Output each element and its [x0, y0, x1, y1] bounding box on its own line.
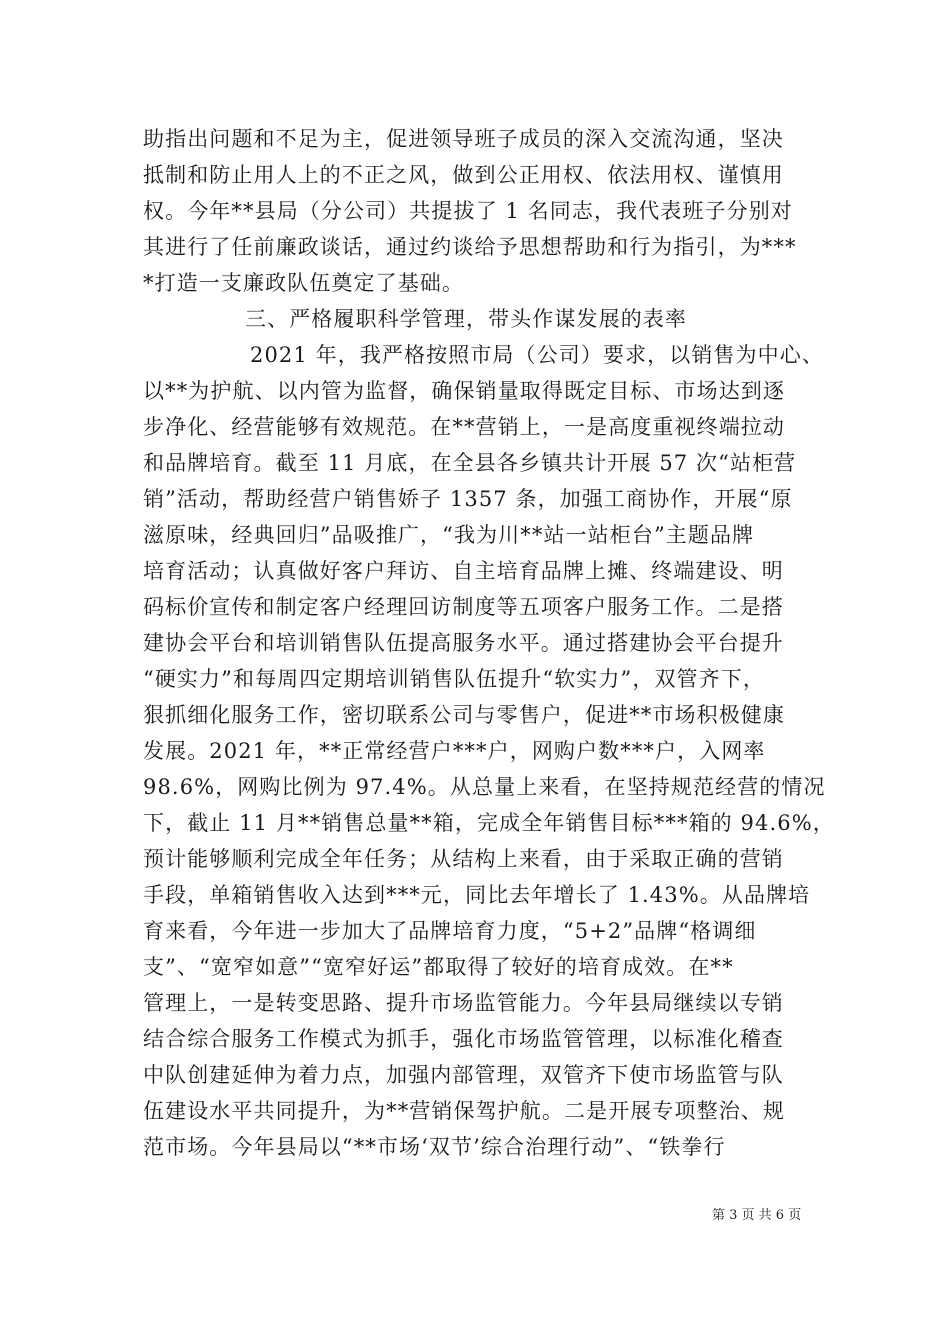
text-line: 其进行了任前廉政谈话，通过约谈给予思想帮助和行为指引，为*** [143, 235, 797, 259]
text-line: 结合综合服务工作模式为抓手，强化市场监管管理，以标准化稽查 [143, 1027, 784, 1051]
text-line: 范市场。今年县局以“**市场‘双节’综合治理行动”、“铁拳行 [143, 1135, 726, 1159]
text-line: 预计能够顺利完成全年任务；从结构上来看，由于采取正确的营销 [143, 847, 784, 871]
text-line: *打造一支廉政队伍奠定了基础。 [143, 271, 464, 295]
text-line: 建协会平台和培训销售队伍提高服务水平。通过搭建协会平台提升 [143, 631, 784, 655]
text-line: 98.6%，网购比例为 97.4%。从总量上来看，在坚持规范经营的情况 [143, 775, 826, 799]
text-line: 和品牌培育。截至 11 月底，在全县各乡镇共计开展 57 次“站柜营 [143, 451, 797, 475]
page-number: 第 3 页 共 6 页 [712, 1208, 802, 1223]
text-line: 销”活动，帮助经营户销售娇子 1357 条，加强工商协作，开展“原 [143, 487, 793, 511]
text-line: 狠抓细化服务工作，密切联系公司与零售户，促进**市场积极健康 [143, 703, 785, 727]
text-line: 发展。2021 年，**正常经营户***户，网购户数***户，入网率 [143, 739, 766, 763]
text-line: 管理上，一是转变思路、提升市场监管能力。今年县局继续以专销 [143, 991, 784, 1015]
text-line: 伍建设水平共同提升，为**营销保驾护航。二是开展专项整治、规 [143, 1099, 785, 1123]
paragraph-first-line: 2021 年，我严格按照市局（公司）要求，以销售为中心、 [250, 343, 824, 367]
text-line: 步净化、经营能够有效规范。在**营销上，一是高度重视终端拉动 [143, 415, 785, 439]
section-heading: 三、严格履职科学管理，带头作谋发展的表率 [245, 307, 687, 331]
text-line: 中队创建延伸为着力点，加强内部管理，双管齐下使市场监管与队 [143, 1063, 784, 1087]
text-line: 以**为护航、以内管为监督，确保销量取得既定目标、市场达到逐 [143, 379, 785, 403]
text-line: 权。今年**县局（分公司）共提拔了 1 名同志，我代表班子分别对 [143, 199, 793, 223]
text-line: 支”、“宽窄如意”“宽窄好运”都取得了较好的培育成效。在** [143, 955, 734, 979]
text-line: 滋原味，经典回归”品吸推广，“我为川**站一站柜台”主题品牌 [143, 523, 755, 547]
text-line: 育来看，今年进一步加大了品牌培育力度，“5+2”品牌“格调细 [143, 919, 757, 943]
text-line: 培育活动；认真做好客户拜访、自主培育品牌上摊、终端建设、明 [143, 559, 784, 583]
text-line: “硬实力”和每周四定期培训销售队伍提升“软实力”，双管齐下， [143, 667, 765, 691]
text-line: 下，截止 11 月**销售总量**箱，完成全年销售目标***箱的 94.6%， [143, 811, 835, 835]
text-line: 码标价宣传和制定客户经理回访制度等五项客户服务工作。二是搭 [143, 595, 784, 619]
text-line: 助指出问题和不足为主，促进领导班子成员的深入交流沟通，坚决 [143, 127, 784, 151]
text-line: 抵制和防止用人上的不正之风，做到公正用权、依法用权、谨慎用 [143, 163, 784, 187]
text-line: 手段，单箱销售收入达到***元，同比去年增长了 1.43%。从品牌培 [143, 883, 811, 907]
